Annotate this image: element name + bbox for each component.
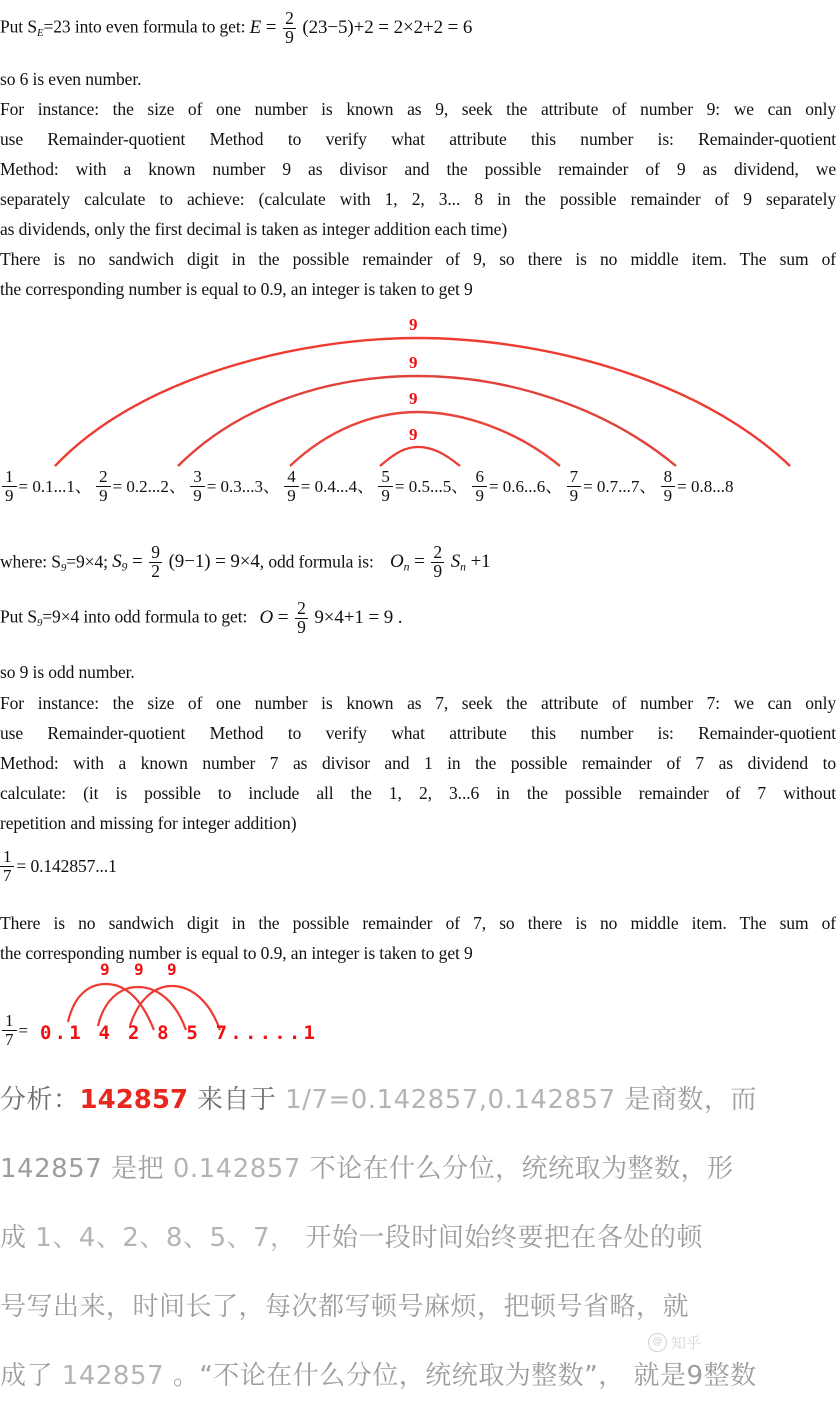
paragraph-line: For instance: the size of one number is known as 7, seek the attribute of number 7: we can only [0, 693, 836, 713]
paragraph-line: the corresponding number is equal to 0.9, an integer is taken to get 9 [0, 943, 473, 963]
arc-2-7 [178, 376, 676, 466]
analysis-line3-a: 成 [0, 1223, 27, 1253]
analysis-line-4 [0, 1273, 836, 1342]
fraction-separator: 、 [168, 477, 186, 496]
even-formula-numerator: 2 [285, 8, 294, 28]
fraction-denominator: 9 [661, 486, 676, 505]
odd-formula-lhs: O [390, 550, 404, 572]
line-so-nine-odd: so 9 is odd number. [0, 662, 135, 682]
s-formula-denominator: 2 [151, 560, 160, 581]
paragraph-line: the corresponding number is equal to 0.9, an integer is taken to get 9 [0, 279, 473, 299]
arc-seven-label-3: 9 [167, 960, 177, 979]
line-put-even-formula [0, 10, 836, 48]
fraction-numerator: 5 [381, 467, 390, 486]
where-mid-2: , odd formula is: [259, 551, 374, 572]
fraction [378, 468, 393, 504]
s-nine-formula [112, 544, 260, 583]
seven-diagram-numerator: 1 [5, 1011, 14, 1030]
odd-formula-s: S [450, 550, 461, 572]
watermark-at-icon: @ [648, 1333, 667, 1352]
arc-seven-label-2: 9 [134, 960, 144, 979]
fraction-denominator: 9 [378, 486, 393, 505]
s-formula-rest: (9−1) = 9×4 [168, 550, 260, 572]
fraction-item [2, 468, 92, 504]
odd-formula-numerator: 2 [433, 542, 443, 562]
analysis-line3-c: 开始一段时间始终要把在各处的顿 [305, 1223, 703, 1253]
paragraph-number-seven [0, 688, 836, 838]
analysis-line-2 [0, 1135, 836, 1204]
analysis-highlight: 142857 [79, 1085, 189, 1115]
even-formula-denominator: 9 [285, 26, 294, 47]
fraction-item [190, 468, 280, 504]
analysis-line2-a: 142857 [0, 1154, 103, 1184]
fraction-denominator: 9 [2, 486, 17, 505]
fraction-value: = 0.2...2 [112, 477, 169, 496]
line-one-over-seven [0, 848, 400, 884]
analysis-line-5 [0, 1342, 836, 1411]
where-prefix: where: S [0, 551, 61, 572]
arc-3-6 [290, 412, 560, 466]
fraction-value: = 0.7...7 [583, 477, 640, 496]
fraction-numerator: 3 [193, 467, 202, 486]
fraction-numerator: 1 [5, 467, 14, 486]
fraction-item [567, 468, 657, 504]
paragraph-line: calculate: (it is possible to include all the 1, 2, 3...6 in the possible remainder of 7 without [0, 783, 836, 803]
fraction [96, 468, 111, 504]
line-put-odd-formula [0, 600, 836, 638]
analysis-line5-b: 142857 [61, 1361, 165, 1391]
paragraph-line: use Remainder-quotient Method to verify what attribute this number is: Remainder-quotient [0, 723, 836, 743]
fraction-value: = 0.3...3 [206, 477, 264, 496]
fraction-separator: 、 [263, 477, 281, 496]
put-even-subscript: E [36, 26, 44, 39]
put-even-prefix: Put S [0, 16, 37, 37]
fraction-denominator: 9 [190, 486, 205, 505]
odd-eval-lhs: O [259, 606, 274, 628]
s-formula-fraction [149, 544, 162, 581]
s-formula-numerator: 9 [151, 542, 160, 562]
seven-diagram-denominator: 7 [2, 1030, 17, 1049]
odd-formula-rest: +1 [470, 550, 491, 572]
fraction-separator: 、 [639, 477, 657, 496]
analysis-line1-c: 是商数，而 [624, 1085, 757, 1115]
odd-eval-eq: = [277, 606, 289, 628]
one-seventh-fraction [0, 848, 14, 884]
even-formula-eq: = [265, 16, 277, 38]
odd-formula-general [390, 544, 491, 583]
odd-formula-evaluated [260, 600, 403, 637]
seven-diagram-equals: = [18, 1021, 29, 1040]
ninths-fraction-row [0, 468, 836, 504]
paragraph-line: Method: with a known number 9 as divisor and the possible remainder of 9 as dividend, we [0, 159, 836, 179]
arc-label-2-7: 9 [409, 353, 418, 372]
fraction-numerator: 4 [287, 467, 296, 486]
arc-seven-label-1: 9 [100, 960, 110, 979]
fraction-item [661, 468, 734, 504]
fraction-value: = 0.5...5 [394, 477, 452, 496]
odd-formula-fraction [431, 544, 444, 581]
where-mid-1: =9×4; [66, 551, 108, 572]
analysis-block [0, 1066, 836, 1411]
odd-formula-s-subscript: n [460, 560, 466, 574]
fraction-numerator: 7 [569, 467, 579, 486]
put-odd-mid: =9×4 into odd formula to get: [42, 606, 248, 627]
analysis-line5-a: 成了 [0, 1361, 54, 1391]
fraction-numerator: 6 [475, 467, 484, 486]
arc-4-5 [380, 447, 460, 466]
analysis-line2-d: 不论在什么分位，统统取为整数，形 [309, 1154, 734, 1184]
seven-diagram-fraction-group [2, 1012, 28, 1048]
fraction-value: = 0.4...4 [300, 477, 358, 496]
analysis-label: 分析： [0, 1085, 80, 1115]
odd-formula-lhs-subscript: n [403, 560, 410, 574]
arc-diagram-sevenths [0, 960, 400, 1056]
analysis-line3-b: 1、4、2、8、5、7， [35, 1223, 297, 1253]
paragraph-line: use Remainder-quotient Method to verify what attribute this number is: Remainder-quotient [0, 129, 836, 149]
watermark-text: 知乎 [671, 1334, 702, 1352]
odd-formula-denominator: 9 [433, 560, 443, 581]
odd-eval-rest: 9×4+1 = 9 . [314, 606, 403, 628]
paragraph-number-nine [0, 94, 836, 244]
put-odd-subscript: 9 [36, 616, 43, 629]
fraction-numerator: 8 [663, 467, 673, 486]
fraction-numerator: 2 [99, 467, 108, 486]
s-formula-subscript: 9 [121, 560, 128, 574]
fraction-denominator: 9 [472, 486, 487, 505]
where-subscript-1: 9 [60, 561, 67, 574]
analysis-line2-c: 0.142857 [172, 1154, 301, 1184]
fraction-separator: 、 [74, 477, 92, 496]
paragraph-line: There is no sandwich digit in the possible remainder of 9, so there is no middle item. The sum of [0, 249, 836, 269]
even-formula-lhs: E [249, 16, 262, 38]
fraction [2, 468, 17, 504]
paragraph-line: repetition and missing for integer addition) [0, 813, 297, 833]
fraction-denominator: 9 [567, 486, 582, 505]
fraction-denominator: 9 [96, 486, 111, 505]
paragraph-line: For instance: the size of one number is known as 9, seek the attribute of number 9: we can only [0, 99, 836, 119]
even-formula [250, 10, 473, 47]
analysis-line1-a: 来自于 [196, 1085, 277, 1115]
paragraph-nine-sum [0, 244, 836, 304]
fraction-value: = 0.6...6 [488, 477, 546, 496]
fraction-item [472, 468, 562, 504]
analysis-line-3 [0, 1204, 836, 1273]
fraction-separator: 、 [357, 477, 375, 496]
fraction-separator: 、 [545, 477, 563, 496]
fraction [190, 468, 205, 504]
analysis-line2-b: 是把 [111, 1154, 165, 1184]
one-seventh-value: = 0.142857...1 [16, 856, 117, 876]
analysis-line4-text: 号写出来，时间长了，每次都写顿号麻烦，把顿号省略，就 [0, 1292, 690, 1322]
paragraph-line: as dividends, only the first decimal is taken as integer addition each time) [0, 219, 508, 239]
put-even-mid: =23 into even formula to get: [43, 16, 246, 37]
analysis-line5-c: 。“不论在什么分位，统统取为整数”， [172, 1361, 625, 1391]
odd-eval-numerator: 2 [297, 598, 306, 618]
paragraph-seven-sum [0, 908, 836, 968]
arc-label-1-8: 9 [409, 315, 418, 334]
seven-diagram-digits: 0.1 4 2 8 5 7.....1 [40, 1022, 319, 1044]
arc-label-4-5: 9 [409, 425, 418, 444]
analysis-line5-d: 就是9整数 [633, 1361, 757, 1391]
arc-diagram-ninths [0, 316, 836, 526]
fraction [472, 468, 487, 504]
paragraph-line: separately calculate to achieve: (calculate with 1, 2, 3... 8 in the possible remainder of 9 separately [0, 189, 836, 209]
fraction-denominator: 9 [284, 486, 299, 505]
fraction-item [284, 468, 374, 504]
arc-label-3-6: 9 [409, 389, 418, 408]
one-seventh-denominator: 7 [0, 866, 14, 885]
fraction [567, 468, 582, 504]
fraction-value: = 0.1...1 [18, 477, 75, 496]
analysis-line1-b: 1/7=0.142857,0.142857 [285, 1085, 616, 1115]
even-formula-fraction [283, 10, 296, 47]
fraction [284, 468, 299, 504]
line-so-six-even: so 6 is even number. [0, 69, 142, 89]
s-formula-lhs: S [112, 550, 122, 572]
odd-eval-denominator: 9 [297, 616, 306, 637]
seven-diagram-fraction [2, 1012, 17, 1048]
odd-formula-eq: = [414, 550, 425, 572]
paragraph-line: Method: with a known number 7 as divisor and 1 in the possible remainder of 7 as dividend to [0, 753, 836, 773]
paragraph-line: There is no sandwich digit in the possible remainder of 7, so there is no middle item. The sum of [0, 913, 836, 933]
line-where-formulas [0, 544, 836, 583]
one-seventh-numerator: 1 [3, 847, 12, 866]
analysis-line-1 [0, 1066, 836, 1135]
fraction-item [378, 468, 468, 504]
fraction-separator: 、 [451, 477, 469, 496]
fraction-item [96, 468, 186, 504]
odd-eval-fraction [295, 600, 308, 637]
fraction-value: = 0.8...8 [677, 477, 734, 496]
s-formula-eq: = [132, 550, 143, 572]
arc-diagram-ninths-svg [0, 316, 836, 491]
even-formula-rest: (23−5)+2 = 2×2+2 = 6 [302, 16, 473, 38]
fraction [661, 468, 676, 504]
put-odd-prefix: Put S [0, 606, 37, 627]
